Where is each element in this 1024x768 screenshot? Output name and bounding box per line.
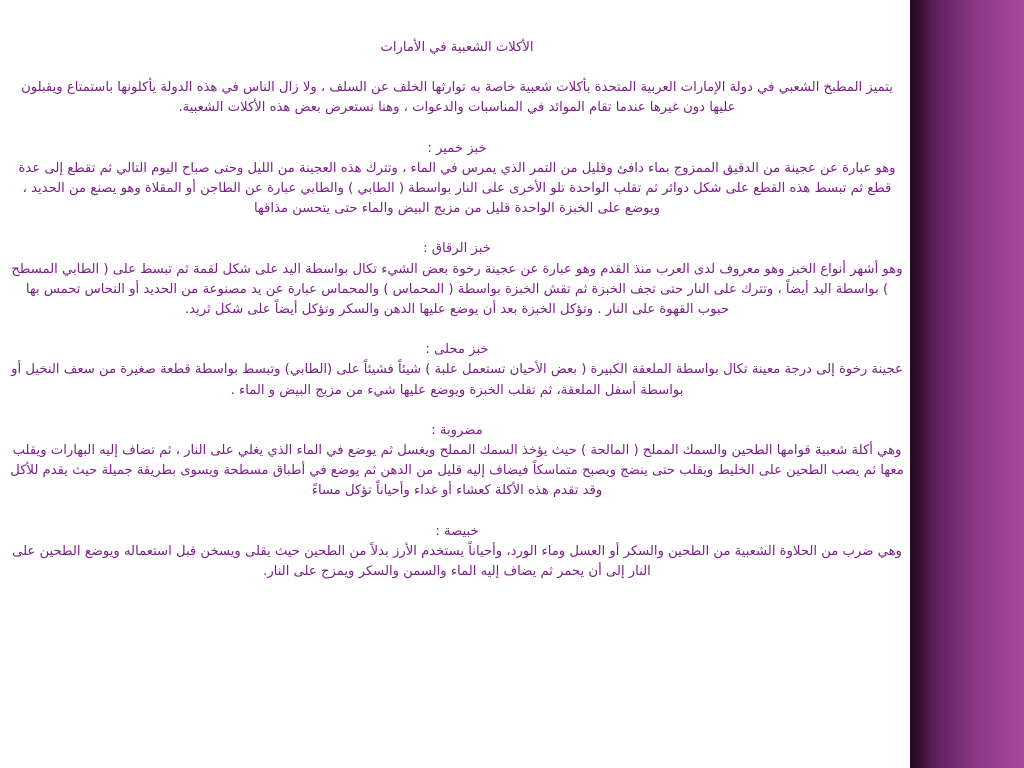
section-heading: خبز الرقاق : [423, 241, 491, 257]
slide-content [10, 38, 904, 582]
section-heading: خبيصة : [435, 523, 479, 539]
section-khubz-regag [10, 239, 904, 320]
section-heading: مضروبة : [431, 422, 483, 438]
slide-title: الأكلات الشعبية في الأمارات [380, 40, 534, 55]
section-body: وهو عبارة عن عجينة من الدقيق الممزوج بماء دافئ وقليل من التمر الذي يمرس في الماء ، وتترك هذه العجينة من الليل وحتى صباح اليوم التالي ثم تقطع إلى عدة قطع ثم تبسط هذه القطع على شكل دوائر ثم تقلب الواحدة تلو الأخرى على النار بواسطة ( الطابي ) والطابي عبارة عن الطاجن أو المقلاة وهو يصنع من الحديد ، ويوضع على الخبزة الواحدة قليل من مزيج البيض والماء حتى يتحسن مذاقها [18, 160, 896, 217]
section-body: وهي ضرب من الحلاوة الشعبية من الطحين والسكر أو العسل وماء الورد، وأحياناً يستخدم الأرز بدلاً من الطحين حيث يقلى ويسخن قبل استعماله ويوضع الطحين على النار إلى أن يحمر ثم يضاف إليه الماء والسمن والسكر ويمزج على النار. [12, 543, 902, 580]
section-body: وهي أكلة شعبية قوامها الطحين والسمك المملح ( المالحة ) حيث يؤخذ السمك المملح ويغسل ثم يوضع في الماء الذي يغلي على النار ، ثم تضاف إليه البهارات ويقلب معها ثم يصب الطحين على الخليط ويقلب حتى ينضج ويصبح متماسكاً فيضاف إليه قليل من الدهن ثم يوضع في أطباق مسطحة ويسوى بطريقة جميلة حيث يقدم للأكل وقد تقدم هذه الأكلة كعشاء أو غداء وأحياناً تؤكل مساءً [10, 443, 904, 499]
section-khubz-mohalla [10, 340, 904, 401]
section-khabeesa [10, 522, 904, 583]
section-madrouba [10, 421, 904, 502]
side-panel-shadow [912, 0, 932, 768]
section-heading: خبز محلى : [425, 342, 489, 358]
section-body: عجينة رخوة إلى درجة معينة تكال بواسطة الملعقة الكبيرة ( بعض الأحيان تستعمل علبة ) شيئاً فشيئاً على (الطابي) وتبسط بواسطة قطعة صغيرة من سعف النخيل أو بواسطة أسفل الملعقة، ثم تقلب الخبزة ويوضع عليها شيء من مزيج البيض و الماء . [11, 362, 903, 398]
intro-paragraph: يتميز المطبخ الشعبي في دولة الإمارات العربية المتحدة بأكلات شعبية خاصة به توارثها الخلف عن السلف ، ولا زال الناس في هذه الدولة يأكلونها باستمتاع ويقبلون عليها دون غيرها عندما تقام الموائد في المناسبات والدعوات ، وهنا نستعرض بعض هذه الأكلات الشعبية. [21, 80, 893, 116]
section-body: وهو أشهر أنواع الخبز وهو معروف لدى العرب منذ القدم وهو عبارة عن عجينة رخوة بعض الشيء تكال بواسطة اليد على شكل لقمة ثم تبسط على ( الطابي المسطح ) بواسطة اليد أيضاً ، وتترك على النار حتى تجف الخبزة ثم تقش الخبزة بواسطة ( المحماس ) والمحماس عبارة عن يد مصنوعة من الحديد أو النحاس تحمس بها حبوب القهوة على النار . وتؤكل الخبزة بعد أن يوضع عليها الدهن والسكر وتؤكل أيضاً على شكل ثريد. [11, 261, 903, 318]
section-khubz-khameer [10, 139, 904, 220]
section-heading: خبز خمير : [427, 140, 487, 156]
